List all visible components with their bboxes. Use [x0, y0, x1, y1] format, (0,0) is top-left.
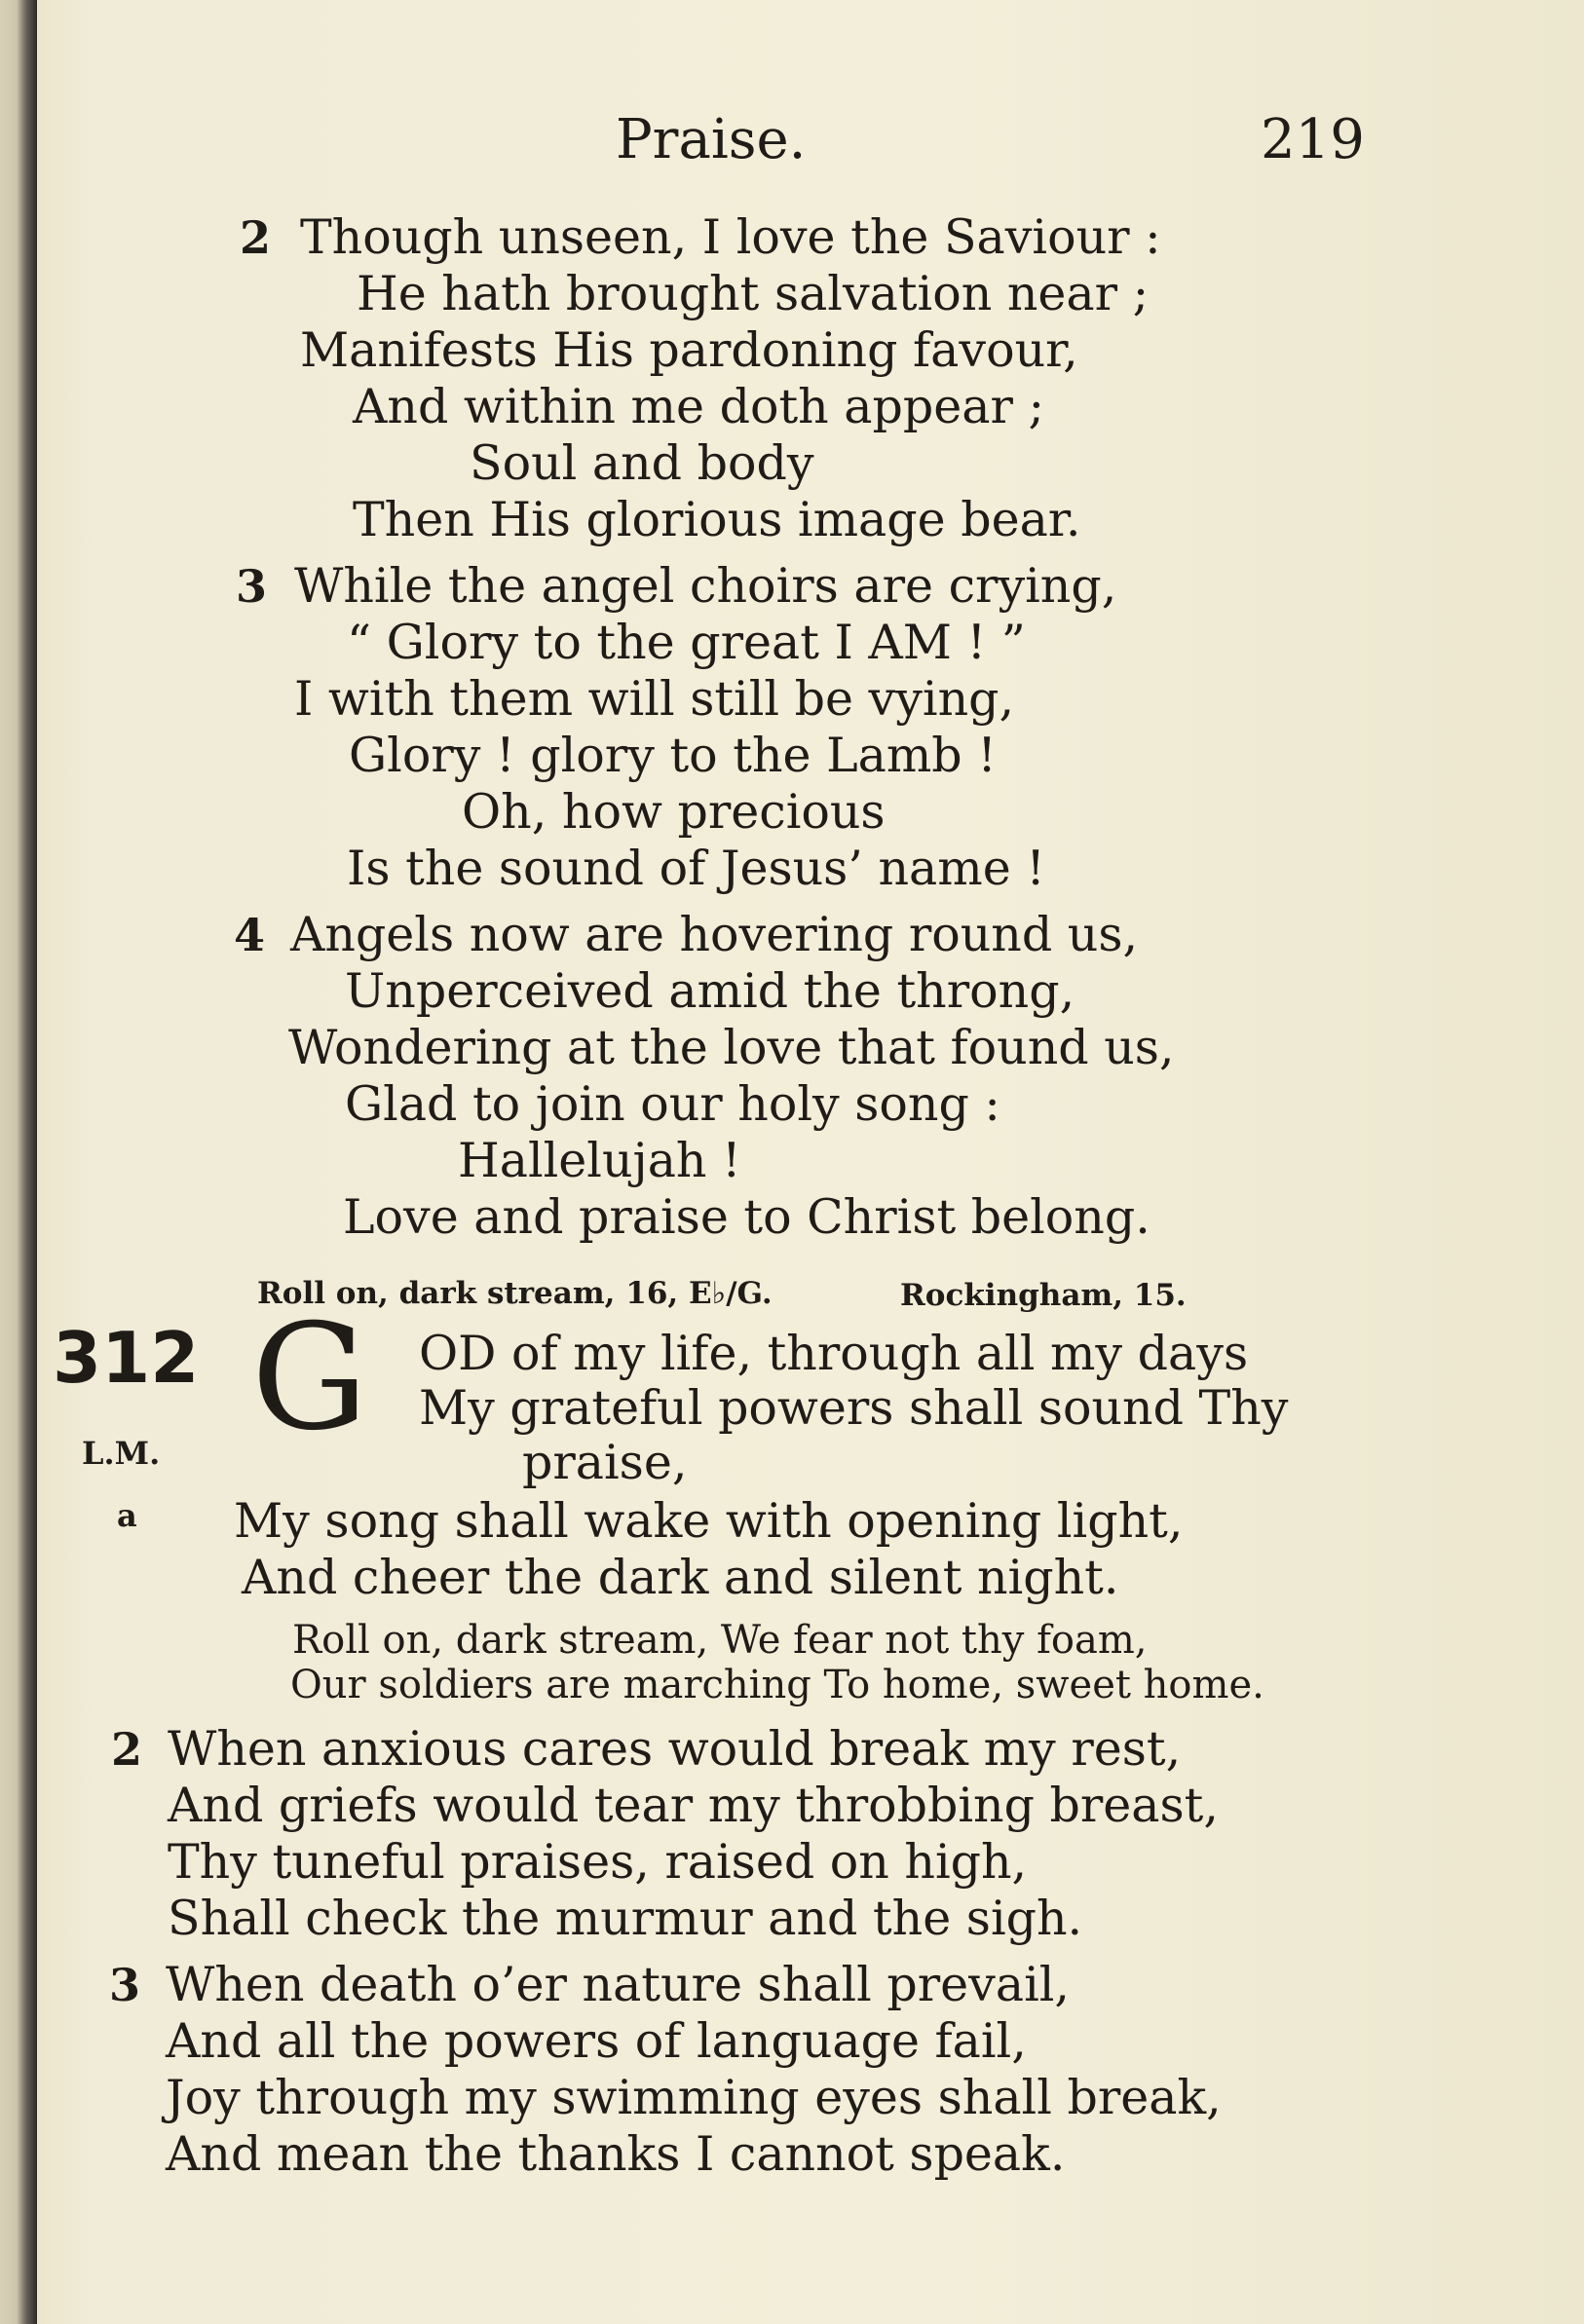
verse-line: When death o’er nature shall prevail, — [166, 1957, 1070, 2012]
verse-line: Love and praise to Christ belong. — [343, 1189, 1150, 1245]
tune-name-right: Rockingham, 15. — [900, 1278, 1187, 1313]
tune-name-left: Roll on, dark stream, 16, E♭/G. — [257, 1276, 773, 1311]
verse-line: When anxious cares would break my rest, — [168, 1721, 1182, 1777]
verse-line: My song shall wake with opening light, — [234, 1493, 1184, 1549]
verse-line: And mean the thanks I cannot speak. — [166, 2126, 1066, 2182]
drop-cap: G — [251, 1293, 368, 1463]
chorus-line: Roll on, dark stream, We fear not thy foam, — [292, 1618, 1148, 1663]
verse-line: Oh, how precious — [462, 784, 886, 840]
chorus-line: Our soldiers are marching To home, sweet home. — [290, 1663, 1264, 1707]
verse-number: 3 — [236, 560, 268, 613]
verse-line: I with them will still be vying, — [294, 671, 1015, 727]
verse-line: Glory ! glory to the Lamb ! — [349, 728, 997, 783]
verse-line: Then His glorious image bear. — [353, 492, 1081, 547]
verse-line: Thy tuneful praises, raised on high, — [168, 1834, 1028, 1890]
verse-line: Unperceived amid the throng, — [345, 963, 1075, 1019]
verse-line: Shall check the murmur and the sigh. — [168, 1891, 1083, 1946]
verse-line: Wondering at the love that found us, — [288, 1020, 1175, 1075]
verse-line: Glad to join our holy song : — [345, 1076, 1000, 1132]
verse-line: My grateful powers shall sound Thy — [419, 1380, 1289, 1436]
verse-line: Angels now are hovering round us, — [290, 907, 1139, 962]
verse-line: Hallelujah ! — [458, 1133, 741, 1188]
verse-line: OD of my life, through all my days — [419, 1326, 1249, 1381]
verse-line: And all the powers of language fail, — [166, 2013, 1027, 2069]
hymn-number: 312 — [53, 1317, 200, 1399]
verse-line: And griefs would tear my throbbing breast, — [168, 1778, 1219, 1833]
verse-number: 2 — [111, 1723, 143, 1776]
verse-line: Soul and body — [470, 435, 814, 491]
verse-line: While the angel choirs are crying, — [294, 558, 1117, 614]
verse-number: 3 — [109, 1959, 141, 2011]
verse-line: And cheer the dark and silent night. — [242, 1550, 1119, 1605]
verse-line: Though unseen, I love the Saviour : — [300, 209, 1161, 265]
verse-number: 4 — [234, 909, 266, 961]
verse-line: He hath brought salvation near ; — [357, 266, 1150, 321]
verse-line: praise, — [522, 1435, 688, 1490]
verse-line: And within me doth appear ; — [353, 379, 1044, 434]
verse-number: 2 — [240, 211, 272, 264]
verse-line: Joy through my swimming eyes shall break, — [166, 2070, 1222, 2125]
verse-line: Manifests His pardoning favour, — [300, 322, 1078, 378]
book-spine — [0, 0, 37, 2324]
page-title: Praise. — [616, 108, 807, 171]
verse-line: “ Glory to the great I AM ! ” — [347, 615, 1026, 670]
verse-line: Is the sound of Jesus’ name ! — [347, 841, 1045, 896]
key-letter: a — [117, 1497, 137, 1534]
hymn-meter: L.M. — [82, 1435, 161, 1472]
page-number: 219 — [1261, 108, 1365, 171]
